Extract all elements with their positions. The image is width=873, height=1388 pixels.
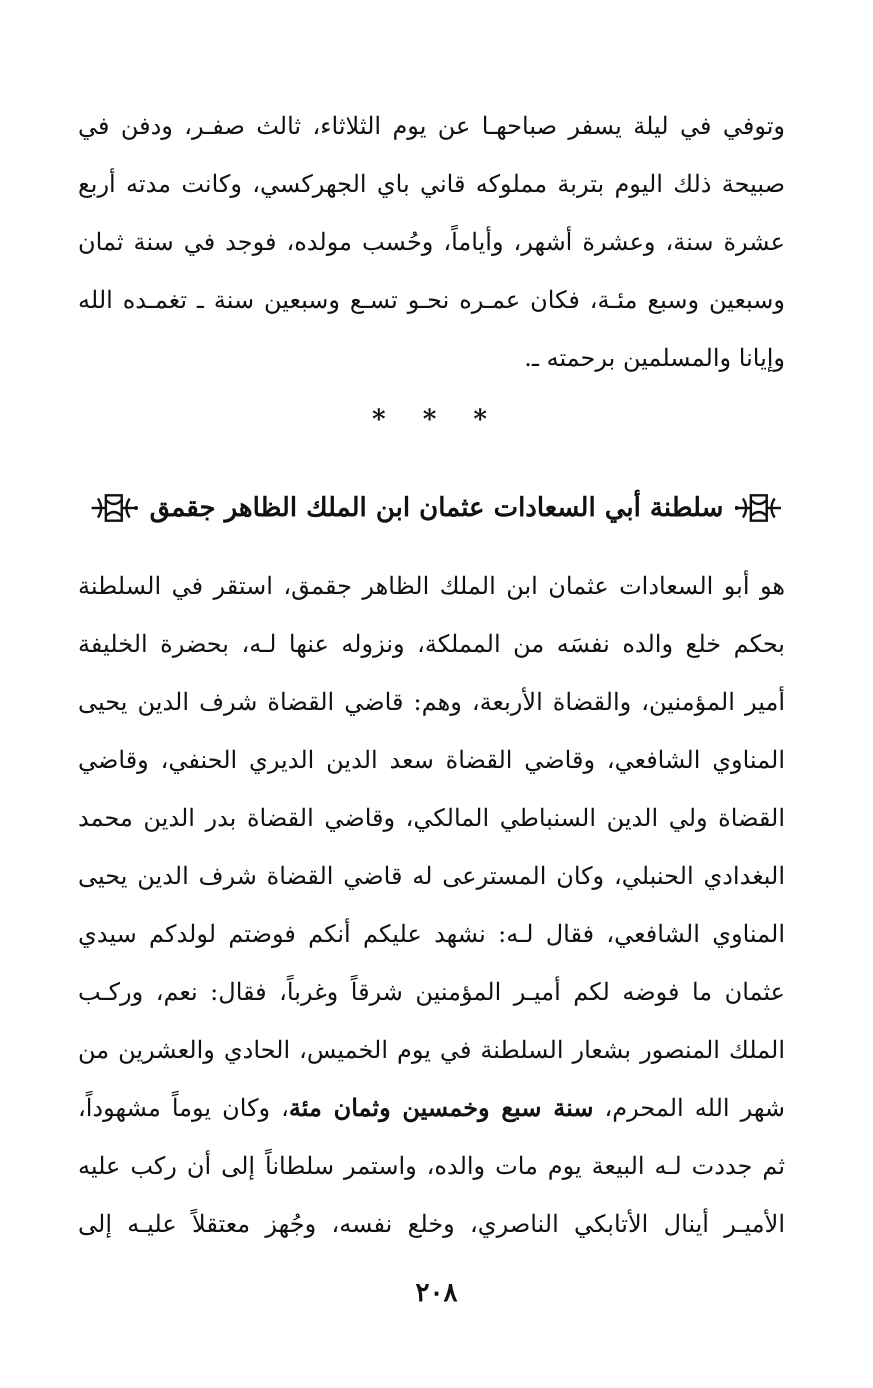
text-line: أمير المؤمنين، والقضاة الأربعة، وهم: قاضي القضاة شرف الدين يحيى xyxy=(78,688,785,716)
text-line: القضاة ولي الدين السنباطي المالكي، وقاضي القضاة بدر الدين محمد xyxy=(78,804,785,832)
ornament-right-icon xyxy=(735,486,783,530)
text-line: وإيانا والمسلمين برحمته ـ. xyxy=(524,344,785,372)
text-line: عشرة سنة، وعشرة أشهر، وأياماً، وحُسب مولده، فوجد في سنة ثمان xyxy=(78,228,785,256)
text-segment: شهر الله المحرم، xyxy=(593,1094,785,1122)
text-segment: ، وكان يوماً مشهوداً، xyxy=(78,1094,289,1122)
text-line: هو أبو السعادات عثمان ابن الملك الظاهر جقمق، استقر في السلطنة xyxy=(78,572,785,600)
text-line: صبيحة ذلك اليوم بتربة مملوكه قاني باي الجهركسي، وكانت مدته أربع xyxy=(78,170,785,198)
text-line: الأميـر أينال الأتابكي الناصري، وخلع نفسه، وجُهز معتقلاً عليـه إلى xyxy=(78,1210,785,1238)
paragraph-biography xyxy=(78,557,785,1253)
page-number: ٢٠٨ xyxy=(415,1278,458,1308)
ornament-left-icon xyxy=(90,486,138,530)
section-separator: * * * xyxy=(372,405,501,435)
text-line-with-emphasis xyxy=(78,1079,785,1137)
text-line: ثم جددت لـه البيعة يوم مات والده، واستمر سلطاناً إلى أن ركب عليه xyxy=(78,1152,785,1180)
text-line: المناوي الشافعي، وقاضي القضاة سعد الدين الديري الحنفي، وقاضي xyxy=(78,746,785,774)
text-line: المناوي الشافعي، فقال لـه: نشهد عليكم أنكم فوضتم لولدكم سيدي xyxy=(78,920,785,948)
text-line: بحكم خلع والده نفسَه من المملكة، ونزوله عنها لـه، بحضرة الخليفة xyxy=(78,630,785,658)
emphasized-date: سنة سبع وخمسين وثمان مئة xyxy=(288,1093,594,1122)
text-line: عثمان ما فوضه لكم أميـر المؤمنين شرقاً وغرباً، فقال: نعم، وركـب xyxy=(78,978,785,1006)
text-line: وسبعين وسبع مئـة، فكان عمـره نحـو تسـع وسبعين سنة ـ تغمـده الله xyxy=(78,286,785,314)
text-line: وتوفي في ليلة يسفر صباحهـا عن يوم الثلاثاء، ثالث صفـر، ودفن في xyxy=(78,112,785,140)
paragraph-obituary xyxy=(78,97,785,387)
text-line: الملك المنصور بشعار السلطنة في يوم الخميس، الحادي والعشرين من xyxy=(78,1036,785,1064)
heading-title: سلطنة أبي السعادات عثمان ابن الملك الظاهر جقمق xyxy=(149,493,724,523)
section-heading xyxy=(90,478,783,538)
text-line: البغدادي الحنبلي، وكان المسترعى له قاضي القضاة شرف الدين يحيى xyxy=(78,862,785,890)
